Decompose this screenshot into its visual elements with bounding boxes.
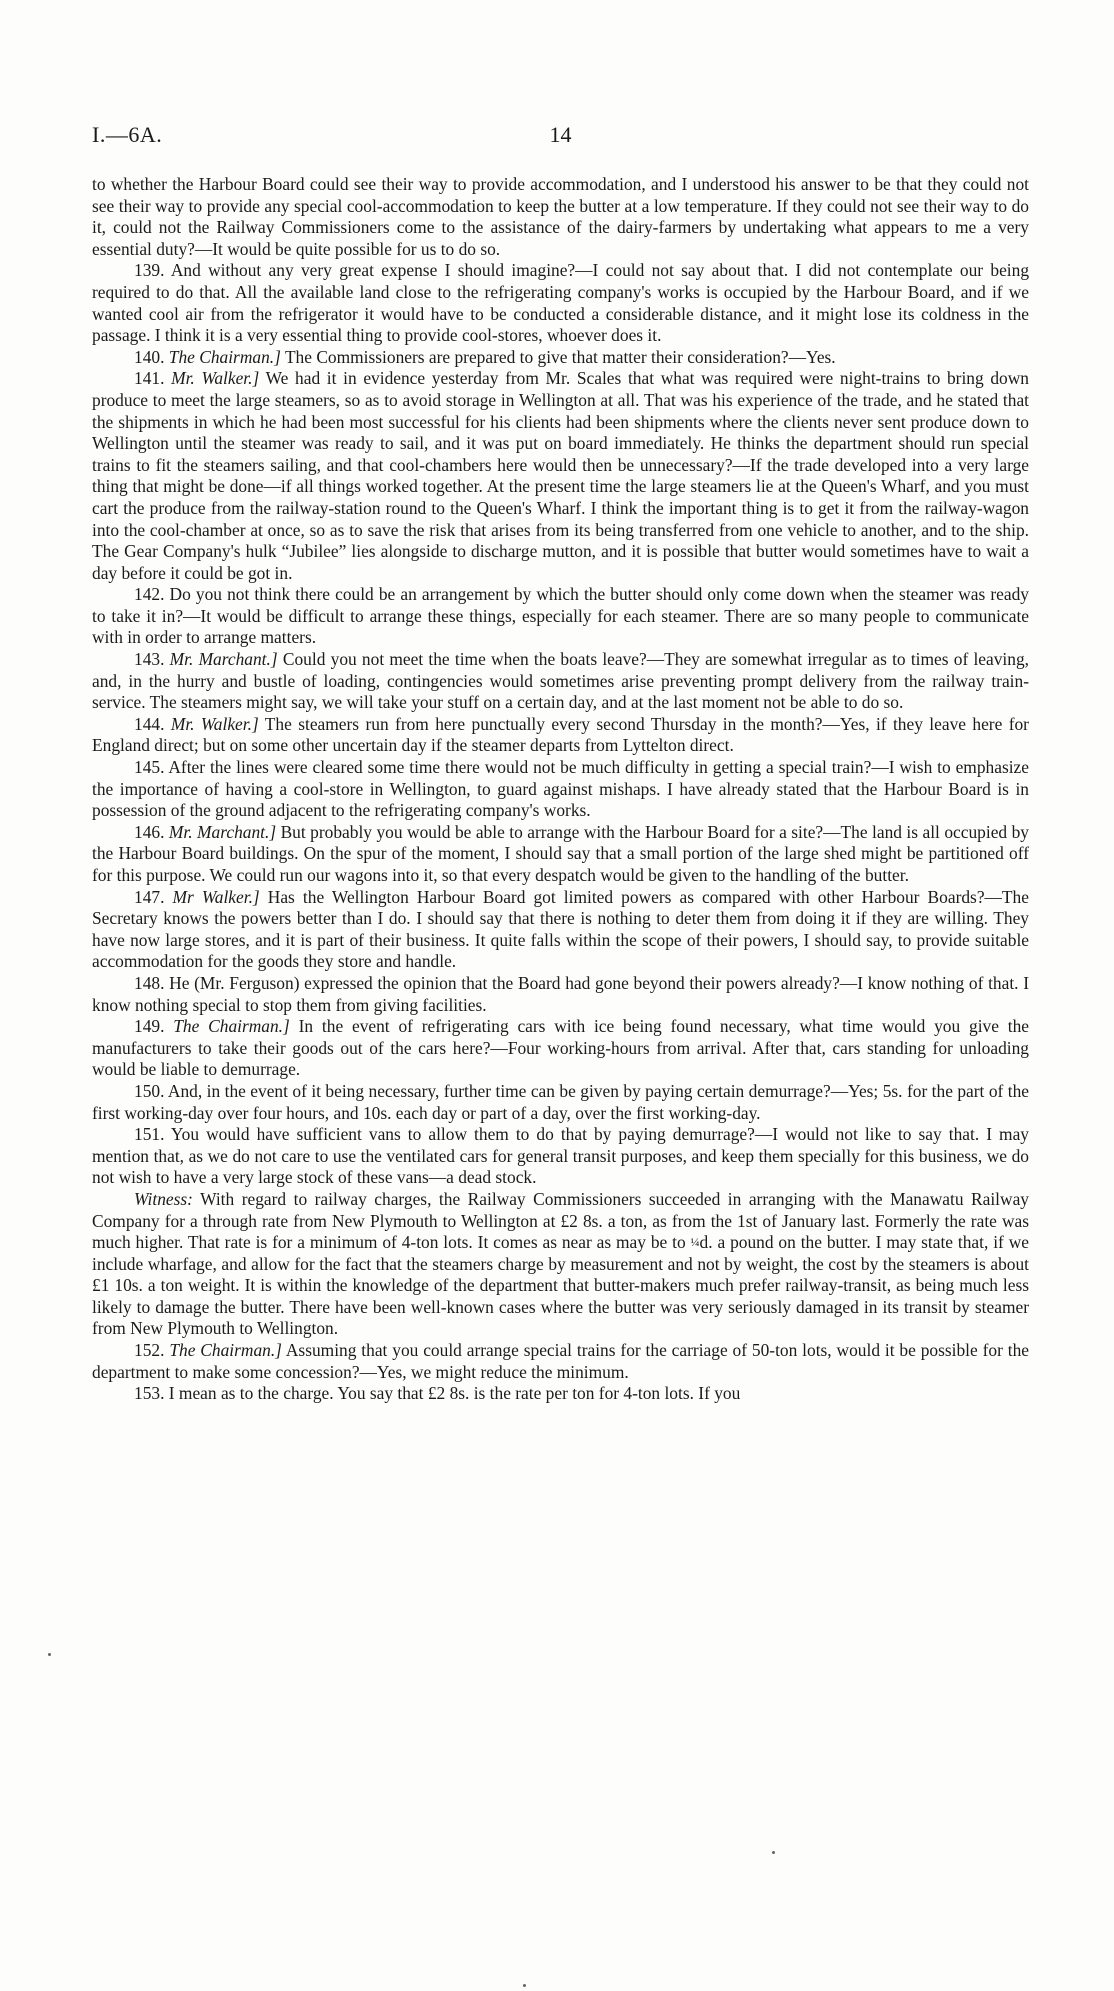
paragraph-149 (92, 1016, 1029, 1081)
paragraph-143 (92, 649, 1029, 714)
paragraph-text: Assuming that you could arrange special trains for the carriage of 50-ton lots, would it be possible for the department to make some concession?—Yes, we might reduce the minimum. (92, 1340, 1029, 1382)
fraction-quarter: ¼ (690, 1235, 700, 1250)
speaker-label: Witness: (134, 1188, 193, 1209)
speaker-label: The Chairman.] (169, 1340, 282, 1361)
question-number: 150. (134, 1080, 165, 1101)
paragraph-text: We had it in evidence yesterday from Mr. Scales that what was required were night-trains to bring down produce to meet the large steamers, so as to avoid storage in Wellington at all. That was his experience of the trade, and he stated that the shipments in which he had been most successful for his clients had been shipments where the clients never sent produce down to Wellington until the steamer was ready to sail, and it was put on board immediately. He thinks the department should run special trains to fit the steamers sailing, and that cool-chambers here would then be unnecessary?—If the trade developed into a very large thing that might be done—if all things worked together. At the present time the large steamers lie at the Queen's Wharf, and you must cart the produce from the railway-station round to the Queen's Wharf. I think the important thing is to get it from the railway-wagon into the cool-chamber at once, so as to save the risk that arises from its being transferred from one vehicle to another, and to the ship. The Gear Company's hulk “Jubilee” lies alongside to discharge mutton, and it is possible that butter would sometimes have to wait a day before it could be got in. (92, 368, 1029, 583)
question-number: 148. (134, 972, 165, 993)
page-number: 14 (549, 122, 572, 147)
paragraph-text: The steamers run from here punctually every second Thursday in the month?—Yes, if they leave here for England direct; but on some other uncertain day if the steamer departs from Lyttelton direct. (92, 713, 1029, 756)
paragraph-142 (92, 584, 1029, 649)
paragraph-148 (92, 973, 1029, 1016)
paragraph-text-continued: d. a pound on the butter. I may state that, if we include wharfage, and allow for the fact that the steamers charge by measurement and not by weight, the cost by the steamers is about £1 10s. a ton weight. It is within the knowledge of the department that butter-makers much prefer railway-transit, as being much less likely to damage the butter. There have been well-known cases where the butter was very seriously damaged in its transit by steamer from New Plymouth to Wellington. (92, 1232, 1029, 1339)
speaker-label: Mr. Walker.] (171, 368, 260, 389)
question-number: 147. (134, 886, 165, 907)
scan-speck (772, 1851, 775, 1854)
paragraph-text: Could you not meet the time when the boats leave?—They are somewhat irregular as to times of leaving, and, in the hurry and bustle of loading, contingencies would sometimes arise preventing prompt delivery from the railway train-service. The steamers might say, we will take your stuff on a certain day, and at the last moment not be able to do so. (92, 649, 1029, 713)
paragraph-140 (92, 347, 1029, 369)
question-number: 149. (134, 1016, 165, 1037)
paragraph-141 (92, 368, 1029, 584)
speaker-label: The Chairman.] (168, 346, 281, 367)
paragraph-text: After the lines were cleared some time there would not be much difficulty in getting a special train?—I wish to emphasize the importance of having a cool-store in Wellington, to guard against mishaps. I have already stated that the Harbour Board is in possession of the ground adjacent to the refrigerating company's works. (92, 757, 1029, 821)
question-number: 151. (134, 1124, 165, 1145)
question-number: 145. (134, 757, 165, 778)
paragraph-text: You would have sufficient vans to allow them to do that by paying demurrage?—I would not like to say that. I may mention that, as we do not care to use the ventilated cars for general transit purposes, and keep them specially for this business, we do not wish to have a very large stock of these vans—a dead stock. (92, 1124, 1029, 1188)
paragraph-139 (92, 260, 1029, 346)
speaker-label: Mr Walker.] (172, 886, 260, 907)
paragraph-153 (92, 1383, 1029, 1405)
paragraph-145 (92, 757, 1029, 822)
paragraph-text: In the event of refrigerating cars with ice being found necessary, what time would you give the manufacturers to take their goods out of the cars here?—Four working-hours from arrival. After that, cars standing for unloading would be liable to demurrage. (92, 1016, 1029, 1080)
paragraph-150 (92, 1081, 1029, 1124)
speaker-label: Mr. Marchant.] (168, 821, 277, 842)
paragraph-text: Do you not think there could be an arrangement by which the butter should only come down when the steamer was ready to take it in?—It would be difficult to arrange these things, especially for each steamer. There are so many people to communicate with in order to arrange matters. (92, 584, 1029, 648)
page-body (92, 174, 1029, 1405)
paragraph-continuation (92, 174, 1029, 260)
question-number: 141. (134, 368, 165, 389)
question-number: 142. (134, 584, 165, 605)
paragraph-144 (92, 714, 1029, 757)
paragraph-text: to whether the Harbour Board could see their way to provide accommodation, and I understood his answer to be that they could not see their way to provide any special cool-accommodation to keep the butter at a low temperature. If they could not see their way to do it, could not the Railway Commissioners come to the assistance of the dairy-farmers by undertaking what appears to me a very essential duty?—It would be quite possible for us to do so. (92, 174, 1029, 259)
paragraph-witness-statement (92, 1189, 1029, 1340)
speaker-label: Mr. Walker.] (170, 713, 259, 734)
scan-speck (48, 1653, 51, 1656)
paragraph-text: The Commissioners are prepared to give that matter their consideration?—Yes. (284, 346, 836, 367)
paragraph-151 (92, 1124, 1029, 1189)
paragraph-text: He (Mr. Ferguson) expressed the opinion that the Board had gone beyond their powers already?—I know nothing of that. I know nothing special to stop them from giving facilities. (92, 972, 1029, 1015)
paragraph-text: But probably you would be able to arrange with the Harbour Board for a site?—The land is all occupied by the Harbour Board buildings. On the spur of the moment, I should say that a small portion of the large shed might be partitioned off for this purpose. We could run our wagons into it, so that every despatch would be given to the handling of the butter. (92, 821, 1029, 885)
paragraph-146 (92, 822, 1029, 887)
paragraph-text: And without any very great expense I should imagine?—I could not say about that. I did not contemplate our being required to do that. All the available land close to the refrigerating company's works is occupied by the Harbour Board, and if we wanted cool air from the refrigerator it would have to be conducted a considerable distance, and it might lose its coldness in the passage. I think it is a very essential thing to provide cool-stores, whoever does it. (92, 260, 1030, 346)
paragraph-147 (92, 887, 1029, 973)
question-number: 140. (134, 346, 165, 367)
question-number: 152. (134, 1340, 165, 1361)
question-number: 139. (134, 260, 165, 281)
page-header (92, 122, 1029, 152)
paragraph-text: And, in the event of it being necessary, further time can be given by paying certain demurrage?—Yes; 5s. for the part of the first working-day over four hours, and 10s. each day or part of a day, over the first working-day. (92, 1080, 1029, 1123)
paragraph-text: I mean as to the charge. You say that £2 8s. is the rate per ton for 4-ton lots. If you (168, 1383, 741, 1404)
question-number: 146. (134, 821, 165, 842)
document-reference: I.—6A. (92, 122, 163, 147)
paragraph-text: With regard to railway charges, the Railway Commissioners succeeded in arranging with the Manawatu Railway Company for a through rate from New Plymouth to Wellington at £2 8s. a ton, as from the 1st of January last. Formerly the rate was much higher. That rate is for a minimum of 4-ton lots. It comes as near as may be to (92, 1188, 1029, 1253)
question-number: 153. (134, 1383, 165, 1404)
question-number: 143. (134, 649, 165, 670)
question-number: 144. (134, 713, 165, 734)
speaker-label: The Chairman.] (173, 1016, 290, 1037)
paragraph-text: Has the Wellington Harbour Board got limited powers as compared with other Harbour Boards?—The Secretary knows the powers better than I do. I should say that there is nothing to deter them from doing it if they are willing. They have now large stores, and it is part of their business. It quite falls within the scope of their powers, I should say, to provide suitable accommodation for the goods they store and handle. (92, 886, 1029, 972)
scan-speck (523, 1984, 526, 1987)
speaker-label: Mr. Marchant.] (169, 649, 278, 670)
paragraph-152 (92, 1340, 1029, 1383)
